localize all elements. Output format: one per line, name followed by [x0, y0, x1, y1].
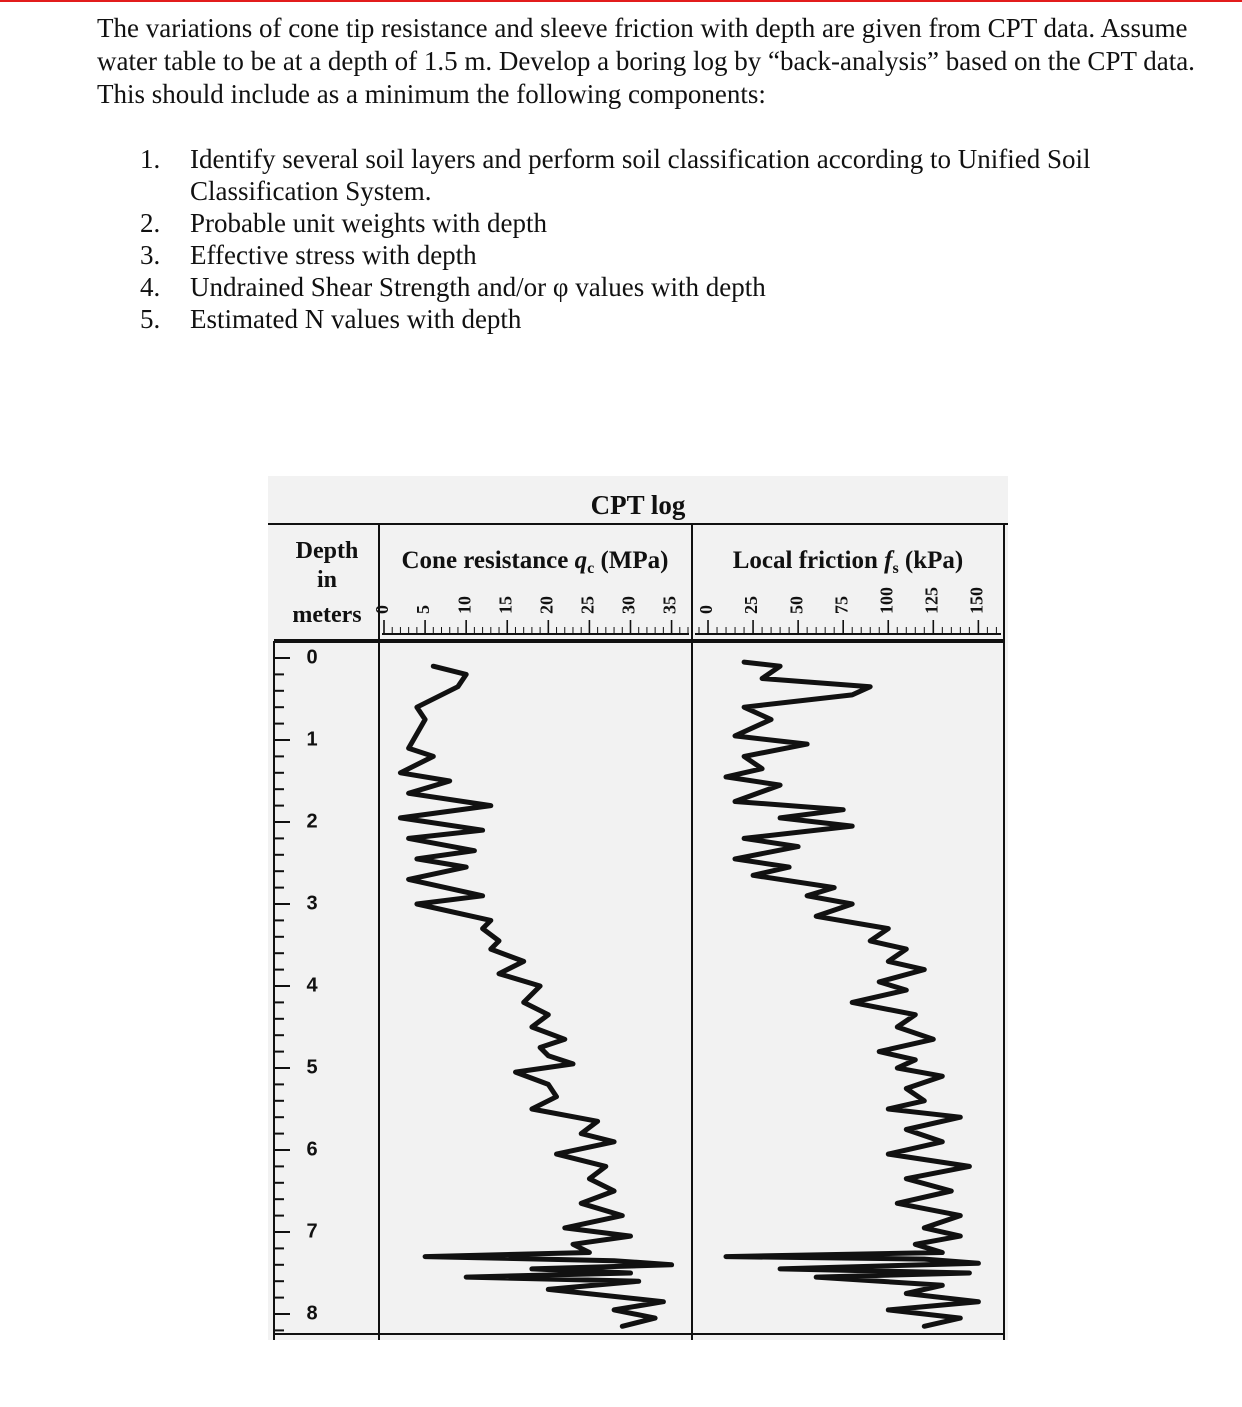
friction-tick-label: 75	[831, 596, 852, 614]
cone-tick-label: 15	[495, 596, 516, 614]
cpt-log-figure	[268, 476, 1008, 1340]
chart-title: CPT log	[590, 490, 686, 520]
depth-label: 6	[306, 1138, 318, 1161]
depth-header-line-3: meters	[292, 602, 362, 628]
friction-trace-line	[726, 662, 978, 1326]
depth-label: 4	[306, 974, 318, 997]
friction-label-subscript: s	[892, 560, 899, 577]
task-number: 4.	[140, 272, 161, 302]
task-text: Probable unit weights with depth	[190, 208, 547, 238]
task-number: 3.	[140, 240, 161, 270]
top-rule	[0, 0, 1242, 2]
task-text: Effective stress with depth	[190, 240, 477, 270]
friction-tick-label: 25	[741, 596, 762, 614]
task-item	[140, 303, 1190, 335]
friction-tick-label: 0	[696, 605, 717, 614]
cpt-log-chart	[268, 476, 1008, 1340]
cone-resistance-axis-label	[401, 547, 668, 577]
task-item	[140, 143, 1190, 207]
cone-label-symbol: q	[574, 547, 588, 574]
depth-axis	[274, 646, 318, 1330]
local-friction-axis-label	[733, 547, 964, 577]
task-number: 1.	[140, 144, 161, 174]
depth-label: 3	[306, 892, 318, 915]
friction-tick-label: 100	[876, 587, 897, 614]
cone-trace-line	[400, 666, 671, 1326]
cone-tick-label: 20	[536, 596, 557, 614]
depth-label: 2	[306, 810, 318, 833]
task-number: 2.	[140, 208, 161, 238]
task-number: 5.	[140, 304, 161, 334]
task-text: Identify several soil layers and perform soil classification according to Unified Soil Classification System.	[190, 144, 1091, 206]
cpt-traces	[400, 662, 978, 1326]
cone-label-subscript: c	[587, 560, 595, 577]
depth-header-line-1: Depth	[295, 538, 359, 564]
friction-ruler	[699, 620, 996, 634]
friction-label-main: Local friction	[732, 547, 885, 574]
friction-tick-label: 50	[786, 596, 807, 614]
cone-tick-label: 0	[372, 605, 393, 614]
task-list	[140, 143, 1190, 335]
question-intro: The variations of cone tip resistance and sleeve friction with depth are given from CPT data. Assume water table to be at a depth of 1.5 m. Develop a boring log by “back-analysis” based on the CPT data. This should include as a minimum the following components:	[97, 13, 1195, 109]
cone-ruler	[384, 620, 688, 634]
depth-label: 8	[306, 1302, 318, 1325]
depth-label: 7	[306, 1220, 318, 1243]
task-text: Undrained Shear Strength and/or φ values with depth	[190, 272, 766, 302]
cone-tick-label: 35	[659, 596, 680, 614]
cone-tick-label: 30	[618, 596, 639, 614]
friction-tick-label: 150	[966, 587, 987, 614]
depth-header-line-2: in	[316, 567, 338, 593]
task-text: Estimated N values with depth	[190, 304, 522, 334]
task-item	[140, 271, 1190, 303]
friction-tick-labels	[696, 587, 986, 614]
friction-label-symbol: f	[884, 547, 893, 574]
depth-label: 5	[306, 1056, 318, 1079]
cone-tick-label: 10	[454, 596, 475, 614]
friction-tick-label: 125	[921, 587, 942, 614]
depth-label: 1	[306, 728, 318, 751]
cone-tick-label: 5	[413, 605, 434, 614]
cone-label-main: Cone resistance	[401, 547, 575, 574]
friction-label-unit: (kPa)	[898, 547, 964, 574]
task-item	[140, 207, 1190, 239]
cone-tick-labels	[372, 596, 680, 614]
depth-label: 0	[306, 646, 318, 669]
cone-tick-label: 25	[577, 596, 598, 614]
cone-label-unit: (MPa)	[594, 547, 669, 574]
task-item	[140, 239, 1190, 271]
